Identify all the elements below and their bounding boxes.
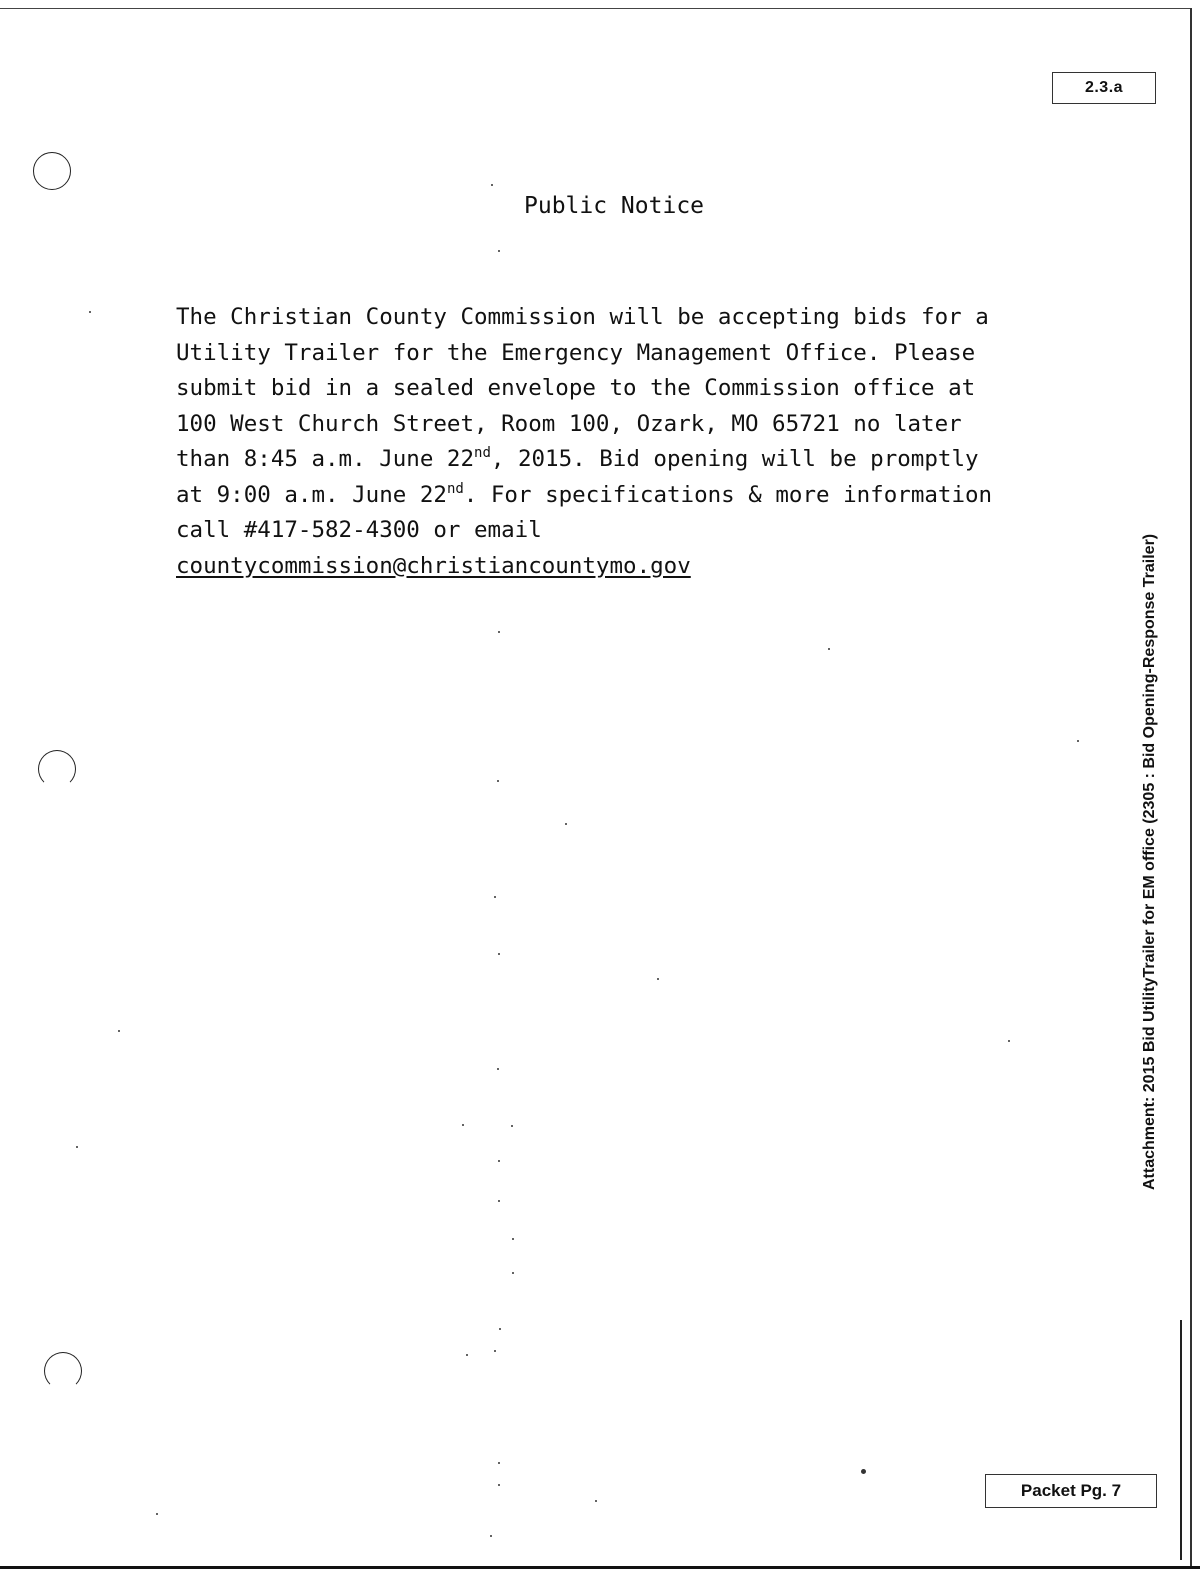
scan-border-right	[1190, 8, 1192, 1568]
ordinal-suffix: nd	[474, 445, 491, 461]
notice-line: 100 West Church Street, Room 100, Ozark, MO 65721 no later	[176, 410, 962, 437]
scan-speck	[498, 631, 500, 633]
scan-speck	[499, 1328, 501, 1330]
scan-speck	[1008, 1040, 1010, 1042]
scan-speck	[657, 978, 659, 980]
notice-title: Public Notice	[524, 193, 705, 219]
notice-line: submit bid in a sealed envelope to the Commission office at	[176, 375, 976, 401]
scan-speck	[494, 1350, 496, 1352]
scan-speck	[1077, 740, 1079, 742]
scan-border-top	[0, 8, 1190, 9]
scan-speck	[512, 1238, 514, 1240]
notice-body	[176, 300, 1066, 584]
scan-speck	[498, 250, 500, 252]
scan-speck	[490, 1535, 492, 1537]
deadline-text: than 8:45 a.m. June 22	[176, 446, 475, 472]
scan-speck	[498, 953, 500, 955]
scan-speck	[565, 823, 567, 825]
scan-speck	[512, 1272, 514, 1274]
scan-speck	[156, 1513, 158, 1515]
scan-speck	[861, 1469, 866, 1474]
scan-speck	[491, 184, 493, 186]
notice-line: Utility Trailer for the Emergency Management Office. Please	[176, 339, 976, 366]
scan-speck	[494, 896, 496, 898]
scan-speck	[498, 1160, 500, 1162]
packet-page-tag: Packet Pg. 7	[985, 1474, 1157, 1508]
scan-speck	[462, 1124, 464, 1126]
notice-line-opening	[176, 478, 1066, 514]
email-link[interactable]: countycommission@christiancountymo.gov	[176, 552, 691, 579]
scan-speck	[498, 1200, 500, 1202]
opening-text-rest: . For specifications & more information	[463, 481, 993, 508]
notice-line-contact: call #417-582-4300 or email	[176, 517, 542, 543]
scan-speck	[466, 1354, 468, 1356]
scan-speck	[76, 1146, 78, 1148]
ordinal-suffix: nd	[446, 480, 464, 497]
punch-hole-bottom	[44, 1352, 82, 1390]
scan-speck	[511, 1125, 513, 1127]
scan-speck	[497, 1068, 499, 1070]
scan-speck	[118, 1030, 120, 1032]
scan-edge-mark	[1180, 1320, 1182, 1560]
opening-text: at 9:00 a.m. June 22	[176, 481, 447, 508]
scan-speck	[498, 1484, 500, 1486]
scan-speck	[89, 311, 91, 313]
punch-hole-middle	[38, 750, 76, 788]
scan-speck	[828, 648, 830, 650]
notice-line-deadline	[176, 442, 1066, 478]
attachment-label: Attachment: 2015 Bid UtilityTrailer for EM office (2305 : Bid Opening-Response Trailer)	[1141, 533, 1158, 1190]
scan-speck	[595, 1500, 597, 1502]
notice-line: The Christian County Commission will be accepting bids for a	[176, 304, 989, 330]
section-tag: 2.3.a	[1052, 72, 1156, 104]
punch-hole-top	[33, 152, 71, 190]
scan-speck	[498, 1462, 500, 1464]
scan-border-bottom	[0, 1566, 1200, 1569]
email-line	[176, 549, 1066, 585]
scan-speck	[497, 780, 499, 782]
deadline-text-rest: , 2015. Bid opening will be promptly	[490, 446, 979, 472]
